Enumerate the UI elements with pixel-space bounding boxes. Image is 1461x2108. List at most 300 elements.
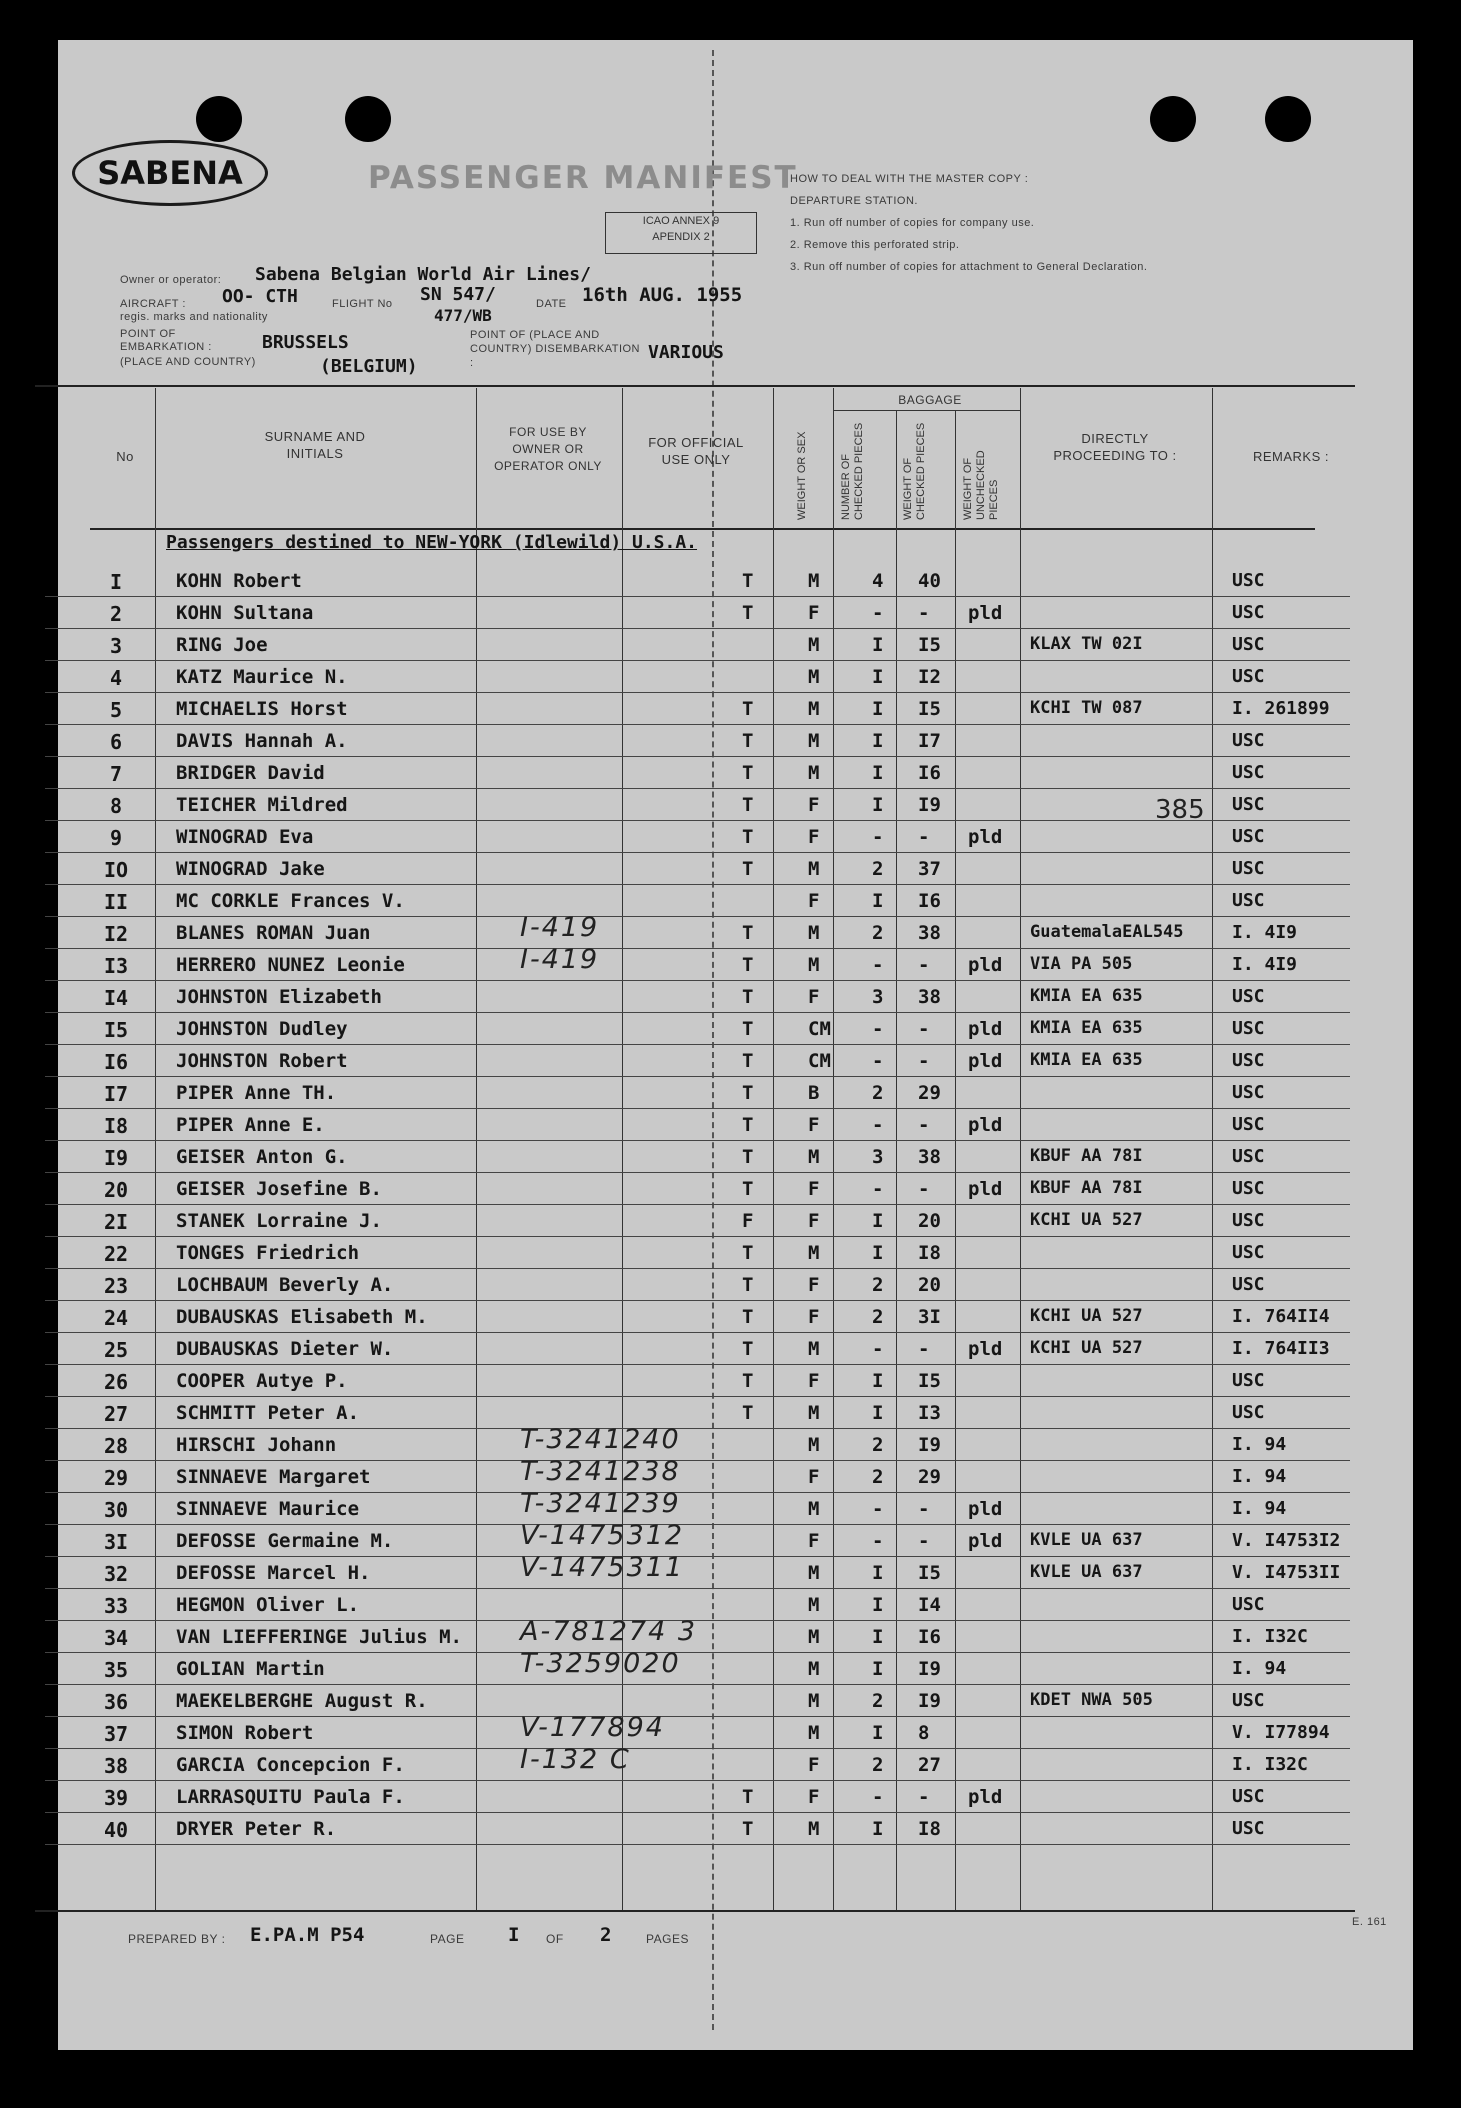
owner-label: Owner or operator:	[120, 274, 222, 286]
row-number: 37	[103, 1722, 129, 1746]
checked-pieces: -	[872, 1178, 884, 1200]
passenger-name: SINNAEVE Margaret	[176, 1466, 371, 1488]
checked-pieces: 3	[872, 986, 884, 1008]
checked-pieces: -	[872, 1018, 884, 1040]
embark-country: (BELGIUM)	[320, 356, 418, 377]
passenger-name: KATZ Maurice N.	[176, 666, 348, 688]
handwritten-annotation: I-419	[520, 944, 600, 975]
remarks: I. 94	[1232, 1434, 1287, 1455]
checked-pieces: I	[872, 1626, 884, 1648]
remarks: V. I4753I2	[1232, 1530, 1341, 1551]
embark-label: POINT OF EMBARKATION :	[120, 328, 212, 353]
official-mark: T	[742, 602, 754, 624]
proceeding-to: KBUF AA 78I	[1030, 1146, 1143, 1166]
checked-pieces: I	[872, 1594, 884, 1616]
official-mark: T	[742, 1242, 754, 1264]
checked-pieces: I	[872, 1402, 884, 1424]
remarks: I. 94	[1232, 1658, 1287, 1679]
checked-pieces: 2	[872, 1306, 884, 1328]
checked-weight: 8	[918, 1722, 930, 1744]
remarks: I. 764II4	[1232, 1306, 1330, 1327]
punch-hole	[1265, 96, 1311, 142]
checked-weight: -	[918, 1114, 930, 1136]
row-number: 2	[109, 602, 123, 626]
row-number: 34	[103, 1626, 129, 1650]
row-number: 3	[109, 634, 123, 658]
checked-weight: -	[918, 602, 930, 624]
checked-weight: 38	[918, 1146, 941, 1168]
unchecked-weight: pld	[968, 1338, 1003, 1360]
punch-hole	[196, 96, 242, 142]
checked-pieces: -	[872, 826, 884, 848]
handwritten-annotation: A-781274 3	[520, 1616, 698, 1647]
checked-weight: I2	[918, 666, 941, 688]
checked-weight: I5	[918, 698, 941, 720]
remarks: USC	[1232, 1082, 1265, 1103]
punch-hole	[1150, 96, 1196, 142]
flight-value-2: 477/WB	[434, 306, 492, 325]
passenger-name: TEICHER Mildred	[176, 794, 348, 816]
official-mark: T	[742, 1306, 754, 1328]
weight-or-sex: F	[808, 1306, 820, 1328]
weight-or-sex: M	[808, 1402, 820, 1424]
weight-or-sex: F	[808, 794, 820, 816]
checked-pieces: I	[872, 730, 884, 752]
passenger-name: COOPER Autye P.	[176, 1370, 348, 1392]
handwritten-annotation: V-1475311	[520, 1552, 685, 1583]
passenger-name: SCHMITT Peter A.	[176, 1402, 360, 1424]
official-mark: T	[742, 1018, 754, 1040]
checked-weight: I9	[918, 794, 941, 816]
weight-or-sex: M	[808, 634, 820, 656]
weight-or-sex: M	[808, 698, 820, 720]
row-number: 26	[103, 1370, 129, 1394]
remarks: USC	[1232, 794, 1265, 815]
row-number: 2I	[103, 1210, 129, 1234]
handwritten-annotation: T-3241238	[520, 1456, 681, 1487]
remarks: USC	[1232, 858, 1265, 879]
official-mark: T	[742, 1178, 754, 1200]
checked-pieces: 2	[872, 1434, 884, 1456]
proceeding-to: KCHI TW 087	[1030, 698, 1143, 718]
row-number: 27	[103, 1402, 129, 1426]
disembark-value: VARIOUS	[648, 342, 724, 363]
official-mark: T	[742, 1050, 754, 1072]
weight-or-sex: M	[808, 1658, 820, 1680]
checked-weight: I3	[918, 1402, 941, 1424]
remarks: USC	[1232, 1690, 1265, 1711]
col-header-num-checked: NUMBER OF CHECKED PIECES	[840, 422, 865, 520]
col-header-proceeding: DIRECTLY PROCEEDING TO :	[1053, 431, 1177, 463]
proceeding-to: KCHI UA 527	[1030, 1306, 1143, 1326]
checked-pieces: I	[872, 890, 884, 912]
row-rule	[45, 1300, 1350, 1301]
remarks: I. 4I9	[1232, 922, 1298, 943]
checked-weight: -	[918, 1338, 930, 1360]
passenger-name: WINOGRAD Jake	[176, 858, 325, 880]
checked-pieces: I	[872, 1722, 884, 1744]
checked-weight: 20	[918, 1210, 941, 1232]
row-rule	[45, 1396, 1350, 1397]
remarks: USC	[1232, 1402, 1265, 1423]
remarks: I. 4I9	[1232, 954, 1298, 975]
sabena-logo: SABENA	[72, 140, 268, 206]
col-divider	[896, 410, 897, 1912]
official-mark: T	[742, 698, 754, 720]
checked-pieces: I	[872, 794, 884, 816]
row-rule	[45, 1844, 1350, 1845]
remarks: USC	[1232, 1242, 1265, 1263]
official-mark: T	[742, 922, 754, 944]
weight-or-sex: M	[808, 1434, 820, 1456]
master-copy-instructions: HOW TO DEAL WITH THE MASTER COPY : DEPARTURE STATION. 1. Run off number of copies for company use. 2. Remove this perforated strip. 3. Run off number of copies for attachment to General Declaration.	[790, 173, 1148, 273]
page-value: I	[508, 1924, 520, 1946]
checked-pieces: -	[872, 1050, 884, 1072]
marginal-number: 385	[1155, 795, 1205, 825]
page-title: PASSENGER MANIFEST	[368, 160, 798, 196]
weight-or-sex: M	[808, 858, 820, 880]
aircraft-label: AIRCRAFT :	[120, 298, 186, 310]
passenger-name: PIPER Anne TH.	[176, 1082, 337, 1104]
col-header-official: FOR OFFICIAL USE ONLY	[648, 435, 744, 467]
row-rule	[45, 1268, 1350, 1269]
row-number: I3	[103, 954, 129, 978]
official-mark: T	[742, 570, 754, 592]
disembark-label: POINT OF (PLACE AND COUNTRY) DISEMBARKATION :	[470, 329, 640, 369]
passenger-name: KOHN Robert	[176, 570, 302, 592]
checked-pieces: 2	[872, 1082, 884, 1104]
checked-weight: I9	[918, 1690, 941, 1712]
official-mark: T	[742, 1818, 754, 1840]
checked-weight: I6	[918, 1626, 941, 1648]
weight-or-sex: F	[808, 1370, 820, 1392]
checked-weight: -	[918, 826, 930, 848]
passenger-name: VAN LIEFFERINGE Julius M.	[176, 1626, 462, 1648]
remarks: USC	[1232, 1210, 1265, 1231]
passenger-name: BRIDGER David	[176, 762, 325, 784]
table-header-rule	[90, 528, 1315, 530]
remarks: USC	[1232, 1370, 1265, 1391]
checked-pieces: 4	[872, 570, 884, 592]
checked-weight: I9	[918, 1658, 941, 1680]
checked-pieces: -	[872, 602, 884, 624]
flight-value: SN 547/	[420, 284, 496, 305]
official-mark: T	[742, 826, 754, 848]
checked-pieces: I	[872, 1818, 884, 1840]
row-number: 8	[109, 794, 123, 818]
passenger-name: DUBAUSKAS Elisabeth M.	[176, 1306, 428, 1328]
checked-weight: I6	[918, 890, 941, 912]
row-rule	[45, 884, 1350, 885]
passenger-name: JOHNSTON Elizabeth	[176, 986, 382, 1008]
weight-or-sex: F	[808, 1178, 820, 1200]
row-number: 32	[103, 1562, 129, 1586]
official-mark: T	[742, 1786, 754, 1808]
proceeding-to: KMIA EA 635	[1030, 1050, 1143, 1070]
proceeding-to: KMIA EA 635	[1030, 1018, 1143, 1038]
col-header-weight-unchecked: WEIGHT OF UNCHECKED PIECES	[962, 450, 1000, 520]
passenger-name: MC CORKLE Frances V.	[176, 890, 405, 912]
passenger-name: LARRASQUITU Paula F.	[176, 1786, 405, 1808]
checked-pieces: 2	[872, 1274, 884, 1296]
checked-weight: 37	[918, 858, 941, 880]
table-bottom-rule	[35, 1910, 1355, 1912]
row-rule	[45, 1620, 1350, 1621]
passenger-name: WINOGRAD Eva	[176, 826, 314, 848]
row-rule	[45, 1108, 1350, 1109]
checked-weight: -	[918, 1786, 930, 1808]
form-code: E. 161	[1352, 1916, 1387, 1928]
weight-or-sex: F	[808, 1786, 820, 1808]
weight-or-sex: F	[808, 1754, 820, 1776]
official-mark: T	[742, 986, 754, 1008]
row-number: 23	[103, 1274, 129, 1298]
weight-or-sex: F	[808, 1210, 820, 1232]
weight-or-sex: B	[808, 1082, 820, 1104]
checked-pieces: -	[872, 1114, 884, 1136]
unchecked-weight: pld	[968, 826, 1003, 848]
of-label: OF	[546, 1932, 564, 1946]
aircraft-sub: regis. marks and nationality	[120, 311, 268, 323]
col-header-baggage: BAGGAGE	[898, 393, 962, 407]
weight-or-sex: M	[808, 1722, 820, 1744]
checked-pieces: I	[872, 666, 884, 688]
remarks: USC	[1232, 666, 1265, 687]
proceeding-to: VIA PA 505	[1030, 954, 1133, 974]
weight-or-sex: M	[808, 762, 820, 784]
aircraft-value: OO- CTH	[222, 286, 298, 307]
row-number: I9	[103, 1146, 129, 1170]
passenger-name: SIMON Robert	[176, 1722, 314, 1744]
remarks: I. 94	[1232, 1498, 1287, 1519]
weight-or-sex: F	[808, 1114, 820, 1136]
passenger-name: GOLIAN Martin	[176, 1658, 325, 1680]
passenger-name: MAEKELBERGHE August R.	[176, 1690, 428, 1712]
proceeding-to: KMIA EA 635	[1030, 986, 1143, 1006]
date-value: 16th AUG. 1955	[582, 284, 743, 306]
remarks: USC	[1232, 1274, 1265, 1295]
checked-pieces: I	[872, 634, 884, 656]
official-mark: T	[742, 1082, 754, 1104]
row-number: I2	[103, 922, 129, 946]
checked-pieces: I	[872, 1658, 884, 1680]
checked-weight: 20	[918, 1274, 941, 1296]
proceeding-to: KVLE UA 637	[1030, 1562, 1143, 1582]
passenger-name: DAVIS Hannah A.	[176, 730, 348, 752]
checked-pieces: 3	[872, 1146, 884, 1168]
row-number: 20	[103, 1178, 129, 1202]
passenger-name: DUBAUSKAS Dieter W.	[176, 1338, 394, 1360]
checked-pieces: I	[872, 1562, 884, 1584]
remarks: I. I32C	[1232, 1754, 1308, 1775]
row-number: 39	[103, 1786, 129, 1810]
official-mark: T	[742, 730, 754, 752]
passenger-name: STANEK Lorraine J.	[176, 1210, 382, 1232]
remarks: USC	[1232, 890, 1265, 911]
row-rule	[45, 1524, 1350, 1525]
passenger-name: GEISER Anton G.	[176, 1146, 348, 1168]
row-number: 6	[109, 730, 123, 754]
proceeding-to: KVLE UA 637	[1030, 1530, 1143, 1550]
row-number: 9	[109, 826, 123, 850]
remarks: USC	[1232, 826, 1265, 847]
row-rule	[45, 1172, 1350, 1173]
row-rule	[45, 692, 1350, 693]
row-number: 33	[103, 1594, 129, 1618]
checked-weight: I7	[918, 730, 941, 752]
row-rule	[45, 916, 1350, 917]
row-rule	[45, 1556, 1350, 1557]
row-rule	[45, 1044, 1350, 1045]
row-number: 40	[103, 1818, 129, 1842]
passenger-name: BLANES ROMAN Juan	[176, 922, 371, 944]
row-number: 22	[103, 1242, 129, 1266]
handwritten-annotation: V-177894	[520, 1712, 665, 1743]
col-divider	[955, 410, 956, 1912]
official-mark: T	[742, 794, 754, 816]
section-heading: Passengers destined to NEW-YORK (Idlewild) U.S.A.	[166, 532, 698, 553]
checked-pieces: -	[872, 1530, 884, 1552]
embark-sub: (PLACE AND COUNTRY)	[120, 356, 256, 368]
prepared-label: PREPARED BY :	[128, 1932, 226, 1946]
weight-or-sex: M	[808, 730, 820, 752]
row-rule	[45, 1748, 1350, 1749]
row-rule	[45, 1332, 1350, 1333]
remarks: USC	[1232, 1050, 1265, 1071]
weight-or-sex: M	[808, 922, 820, 944]
checked-pieces: -	[872, 1338, 884, 1360]
remarks: USC	[1232, 762, 1265, 783]
row-number: I	[109, 570, 123, 594]
remarks: USC	[1232, 1018, 1265, 1039]
row-rule	[45, 660, 1350, 661]
prepared-value: E.PA.M P54	[250, 1924, 365, 1946]
official-mark: T	[742, 1114, 754, 1136]
unchecked-weight: pld	[968, 602, 1003, 624]
embark-value: BRUSSELS	[262, 332, 349, 353]
row-rule	[45, 628, 1350, 629]
weight-or-sex: M	[808, 1146, 820, 1168]
row-number: 3I	[103, 1530, 129, 1554]
remarks: USC	[1232, 602, 1265, 623]
checked-weight: I6	[918, 762, 941, 784]
punch-hole	[345, 96, 391, 142]
checked-weight: 27	[918, 1754, 941, 1776]
remarks: USC	[1232, 730, 1265, 751]
weight-or-sex: M	[808, 1626, 820, 1648]
unchecked-weight: pld	[968, 1178, 1003, 1200]
owner-value: Sabena Belgian World Air Lines/	[255, 264, 591, 285]
remarks: USC	[1232, 1146, 1265, 1167]
row-rule	[45, 596, 1350, 597]
proceeding-to: KLAX TW 02I	[1030, 634, 1143, 654]
passenger-name: HIRSCHI Johann	[176, 1434, 337, 1456]
official-mark: T	[742, 1370, 754, 1392]
weight-or-sex: M	[808, 1242, 820, 1264]
passenger-name: MICHAELIS Horst	[176, 698, 348, 720]
passenger-name: SINNAEVE Maurice	[176, 1498, 360, 1520]
col-header-remarks: REMARKS :	[1252, 449, 1329, 464]
row-number: 25	[103, 1338, 129, 1362]
proceeding-to: KCHI UA 527	[1030, 1338, 1143, 1358]
col-header-surname: SURNAME AND INITIALS	[264, 429, 366, 461]
checked-weight: -	[918, 954, 930, 976]
proceeding-to: KBUF AA 78I	[1030, 1178, 1143, 1198]
row-rule	[45, 1076, 1350, 1077]
unchecked-weight: pld	[968, 1050, 1003, 1072]
official-mark: T	[742, 1338, 754, 1360]
row-number: I5	[103, 1018, 129, 1042]
row-rule	[45, 788, 1350, 789]
weight-or-sex: M	[808, 1690, 820, 1712]
weight-or-sex: F	[808, 986, 820, 1008]
checked-pieces: -	[872, 1498, 884, 1520]
unchecked-weight: pld	[968, 1114, 1003, 1136]
weight-or-sex: M	[808, 954, 820, 976]
official-mark: T	[742, 1274, 754, 1296]
row-rule	[45, 1716, 1350, 1717]
weight-or-sex: F	[808, 1274, 820, 1296]
weight-or-sex: F	[808, 826, 820, 848]
row-number: 36	[103, 1690, 129, 1714]
baggage-rule	[833, 410, 1020, 411]
handwritten-annotation: I-132 C	[520, 1744, 631, 1775]
row-rule	[45, 852, 1350, 853]
row-rule	[45, 1140, 1350, 1141]
icao-annex-box: ICAO ANNEX 9 APENDIX 2	[605, 212, 757, 254]
passenger-name: RING Joe	[176, 634, 268, 656]
weight-or-sex: M	[808, 1818, 820, 1840]
proceeding-to: KDET NWA 505	[1030, 1690, 1153, 1710]
remarks: USC	[1232, 1786, 1265, 1807]
of-value: 2	[600, 1924, 612, 1946]
passenger-name: HERRERO NUNEZ Leonie	[176, 954, 405, 976]
passenger-name: LOCHBAUM Beverly A.	[176, 1274, 394, 1296]
row-rule	[45, 1652, 1350, 1653]
checked-pieces: 2	[872, 1466, 884, 1488]
row-rule	[45, 980, 1350, 981]
col-header-owner-use: FOR USE BY OWNER OR OPERATOR ONLY	[494, 425, 602, 473]
checked-pieces: 2	[872, 858, 884, 880]
row-number: I6	[103, 1050, 129, 1074]
unchecked-weight: pld	[968, 1786, 1003, 1808]
passenger-name: GARCIA Concepcion F.	[176, 1754, 405, 1776]
row-rule	[45, 756, 1350, 757]
row-number: 30	[103, 1498, 129, 1522]
checked-pieces: I	[872, 762, 884, 784]
passenger-name: KOHN Sultana	[176, 602, 314, 624]
date-label: DATE	[536, 298, 567, 310]
checked-weight: I8	[918, 1242, 941, 1264]
weight-or-sex: M	[808, 666, 820, 688]
row-rule	[45, 1012, 1350, 1013]
passenger-name: DEFOSSE Germaine M.	[176, 1530, 394, 1552]
remarks: I. 261899	[1232, 698, 1330, 719]
checked-pieces: I	[872, 698, 884, 720]
remarks: I. I32C	[1232, 1626, 1308, 1647]
row-rule	[45, 1588, 1350, 1589]
checked-weight: -	[918, 1530, 930, 1552]
passenger-name: HEGMON Oliver L.	[176, 1594, 360, 1616]
unchecked-weight: pld	[968, 954, 1003, 976]
remarks: V. I77894	[1232, 1722, 1330, 1743]
official-mark: T	[742, 858, 754, 880]
checked-weight: I9	[918, 1434, 941, 1456]
weight-or-sex: F	[808, 1466, 820, 1488]
handwritten-annotation: I-419	[520, 912, 600, 943]
row-rule	[45, 1812, 1350, 1813]
official-mark: T	[742, 1402, 754, 1424]
